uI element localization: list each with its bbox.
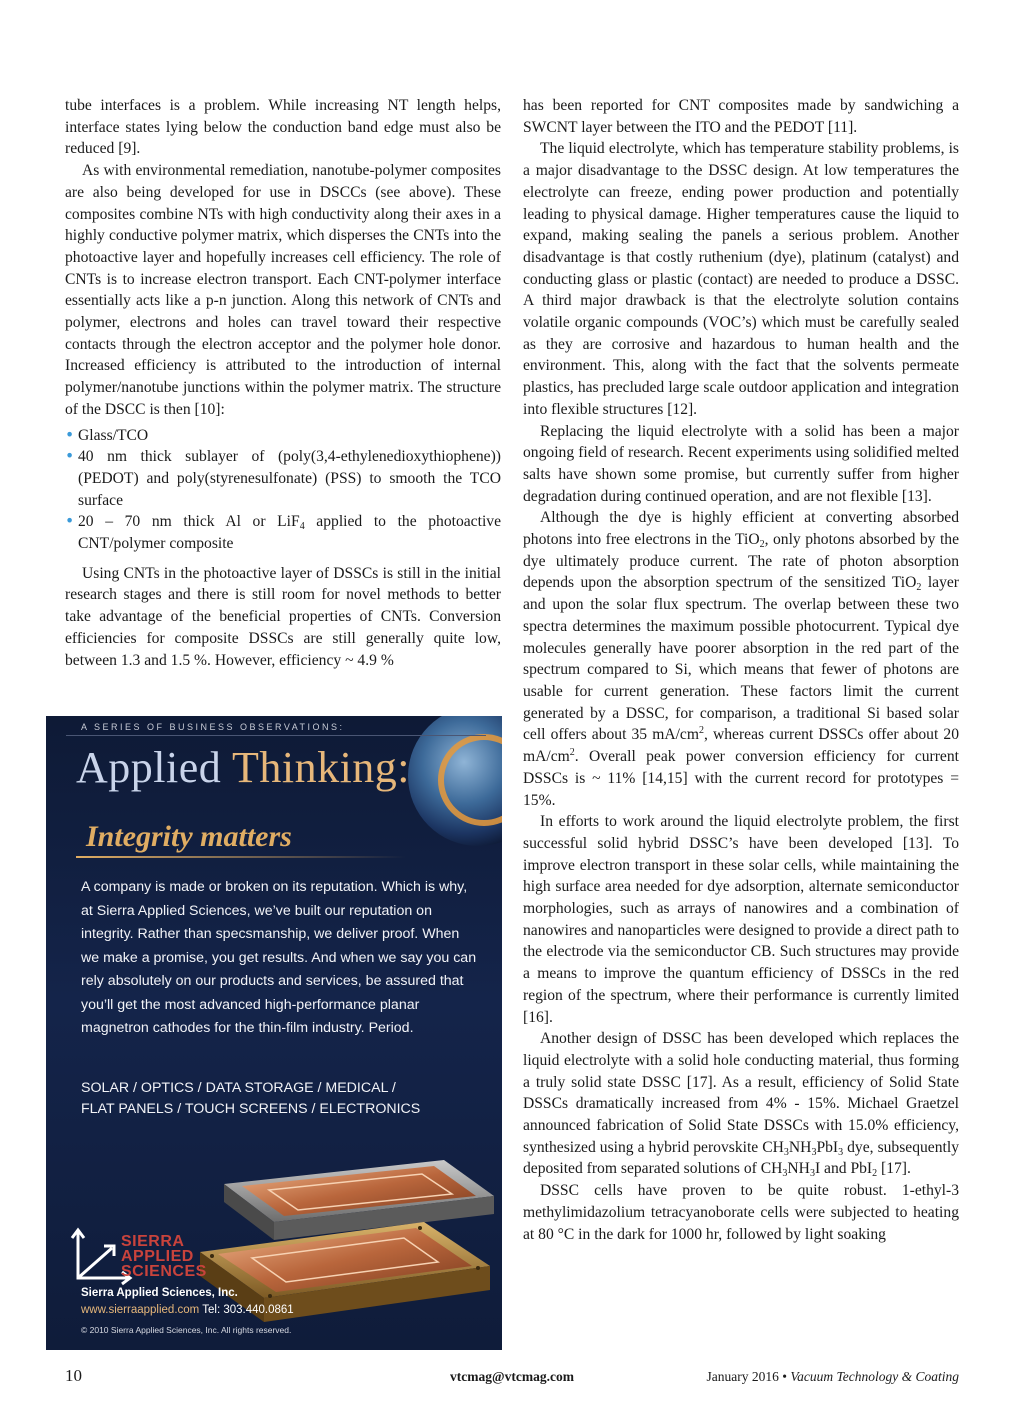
ad-website-link[interactable]: www.sierraapplied.com (81, 1304, 200, 1316)
sierra-logo-text: SIERRA APPLIED SCIENCES (121, 1233, 207, 1280)
ad-phone: Tel: 303.440.0861 (202, 1304, 294, 1316)
right-column (523, 95, 959, 1245)
footer-email-link[interactable]: vtcmag@vtcmag.com (450, 1369, 574, 1384)
ad-copyright: © 2010 Sierra Applied Sciences, Inc. All rights reserved. (81, 1325, 292, 1335)
bullet-icon: • (65, 425, 75, 444)
divider (76, 856, 406, 858)
paragraph: In efforts to work around the liquid electrolyte problem, the first successful solid hybrid DSSC’s have been developed [13]. To improve electron transport in these solar cells, while maintaining the high surface area needed for dye adsorption, alternate semiconductor morphologies, such as arrays of nanowires and a combination of nanowires and nanoparticles were designed to provide a direct path to the electrode via the semiconductor CB. Such structures may provide a means to improve the quantum efficiency of DSSCs in the red region of the spectrum, where their performance is currently limited [16]. (523, 813, 959, 1026)
left-column (65, 95, 501, 671)
divider (66, 735, 486, 736)
paragraph: Replacing the liquid electrolyte with a solid has been a major ongoing field of research. Recent experiments using solidified melted salts have shown some promise, but currently suffer from higher degradation during continued operation, and are not flexible [13]. (523, 422, 959, 505)
footer-issue: January 2016 • Vacuum Technology & Coating (706, 1369, 959, 1384)
paragraph: Although the dye is highly efficient at converting absorbed photons into free electrons in the TiO$_2$, only photons absorbed by the dye ultimately produce current. The rate of photon absorption depends upon the absorption spectrum of the sensitized TiO$_2$ layer and upon the solar flux spectrum. The overlap between these two spectra determines the maximum possible photocurrent. Typical dye molecules generally have poorer absorption in the red part of the spectrum compared to Si, which means that fewer of photons are usable for current generation. These factors limit the current generated by a DSSC, for comparison, a traditional Si based solar cell offers about 35 $mA/cm^2$, whereas current DSSCs offer about 20 $mA/cm^2$. Overall peak power conversion efficiency for current DSSCs is ~ 11% [14,15] with the current record for prototypes = 15%. (523, 509, 960, 809)
paragraph: As with environmental remediation, nanotube-polymer composites are also being developed for use in DSCCs (see above). These composites combine NTs with high conductivity along their axes in a highly conductive polymer matrix, which disperses the CNTs into the photoactive layer and hopefully increases cell efficiency. The role of CNTs is to increase electron transport. Each CNT-polymer interface essentially acts like a p-n junction. Along this network of CNTs and polymer, electrons and holes can travel toward their respective contacts through the electron acceptor and the polymer hole donor. Increased efficiency is attributed to the introduction of internal polymer/nanotube junctions within the polymer matrix. The structure of the DSCC is then [10]: (65, 162, 501, 418)
paragraph: has been reported for CNT composites made by sandwiching a SWCNT layer between the ITO and the PEDOT [11]. (523, 97, 959, 136)
advertisement[interactable] (46, 716, 502, 1350)
ad-markets: SOLAR / OPTICS / DATA STORAGE / MEDICAL / FLAT PANELS / TOUCH SCREENS / ELECTRONICS (81, 1080, 421, 1117)
paragraph: The liquid electrolyte, which has temperature stability problems, is a major disadvantage to the DSSC design. At low temperatures the electrolyte can freeze, ending power production and potentially leading to physical damage. Higher temperatures cause the liquid to expand, making sealing the panels a serious problem. Another disadvantage is that costly ruthenium (dye), platinum (catalyst) and conducting glass or plastic (contact) are needed to produce a DSSC. A third major drawback is that the electrolyte solution contains volatile organic compounds (VOC’s) which must be carefully sealed as they are corrosive and hazardous to human health and the environment. This, along with the fact that the solvents permeate plastics, has precluded large scale outdoor application and integration into flexible structures [12]. (523, 140, 959, 418)
paragraph: Using CNTs in the photoactive layer of DSSCs is still in the initial research stages and there is still room for novel methods to better take advantage of the beneficial properties of CNTs. Conversion efficiencies for composite DSSCs are still generally quite low, between 1.3 and 1.5 %. However, efficiency ~ 4.9 % (65, 564, 501, 669)
list-item: • Glass/TCO (65, 425, 501, 447)
structure-list (65, 425, 501, 555)
ad-contact (81, 1304, 294, 1316)
ad-body: A company is made or broken on its reputation. Which is why, at Sierra Applied Sciences, we’ve built our reputation on integrity. Rather than specsmanship, we deliver proof. When we make a promise, you get results. And when we say you can rely absolutely on our products and services, be assured that you’ll get the most advanced high-performance planar magnetron cathodes for the thin-film industry. Period. (81, 879, 477, 1036)
bullet-icon: • (65, 512, 75, 531)
list-item: • 20 – 70 nm thick Al or LiF$_4$ applied to the photoactive CNT/polymer composite (65, 512, 501, 553)
ad-subtitle: Integrity matters (86, 820, 292, 853)
ad-company-name: Sierra Applied Sciences, Inc. (81, 1287, 238, 1299)
paragraph: tube interfaces is a problem. While increasing NT length helps, interface states lying below the conduction band edge must also be reduced [9]. (65, 97, 501, 158)
paragraph: DSSC cells have proven to be quite robust. 1-ethyl-3 methylimidazolium tetracyanoborate cells were subjected to heating at 80 °C in the dark for 1000 hr, followed by light soaking (523, 1182, 959, 1243)
ad-series-label: A SERIES OF BUSINESS OBSERVATIONS: (81, 722, 345, 732)
paragraph: Another design of DSSC has been developed which replaces the liquid electrolyte with a solid hole conducting material, thus forming a truly solid state DSSC [17]. As a result, efficiency of Solid State DSSCs dramatically increased from 4% - 15%. Michael Graetzel announced fabrication of Solid State DSSCs with 15.0% efficiency, synthesized using a hybrid perovskite $CH_3NH_3PbI_3$ dye, subsequently deposited from separated solutions of $CH_3NH_3I$ and PbI$_2$ [17]. (523, 1030, 959, 1180)
list-item: • 40 nm thick sublayer of (poly(3,4-ethylenedioxythiophene)) (PEDOT) and poly(styrenesulfonate) (PSS) to smooth the TCO surface (65, 447, 501, 509)
bullet-icon: • (65, 447, 75, 466)
ad-title: Applied Thinking: (76, 743, 411, 792)
page-number: 10 (65, 1366, 82, 1385)
